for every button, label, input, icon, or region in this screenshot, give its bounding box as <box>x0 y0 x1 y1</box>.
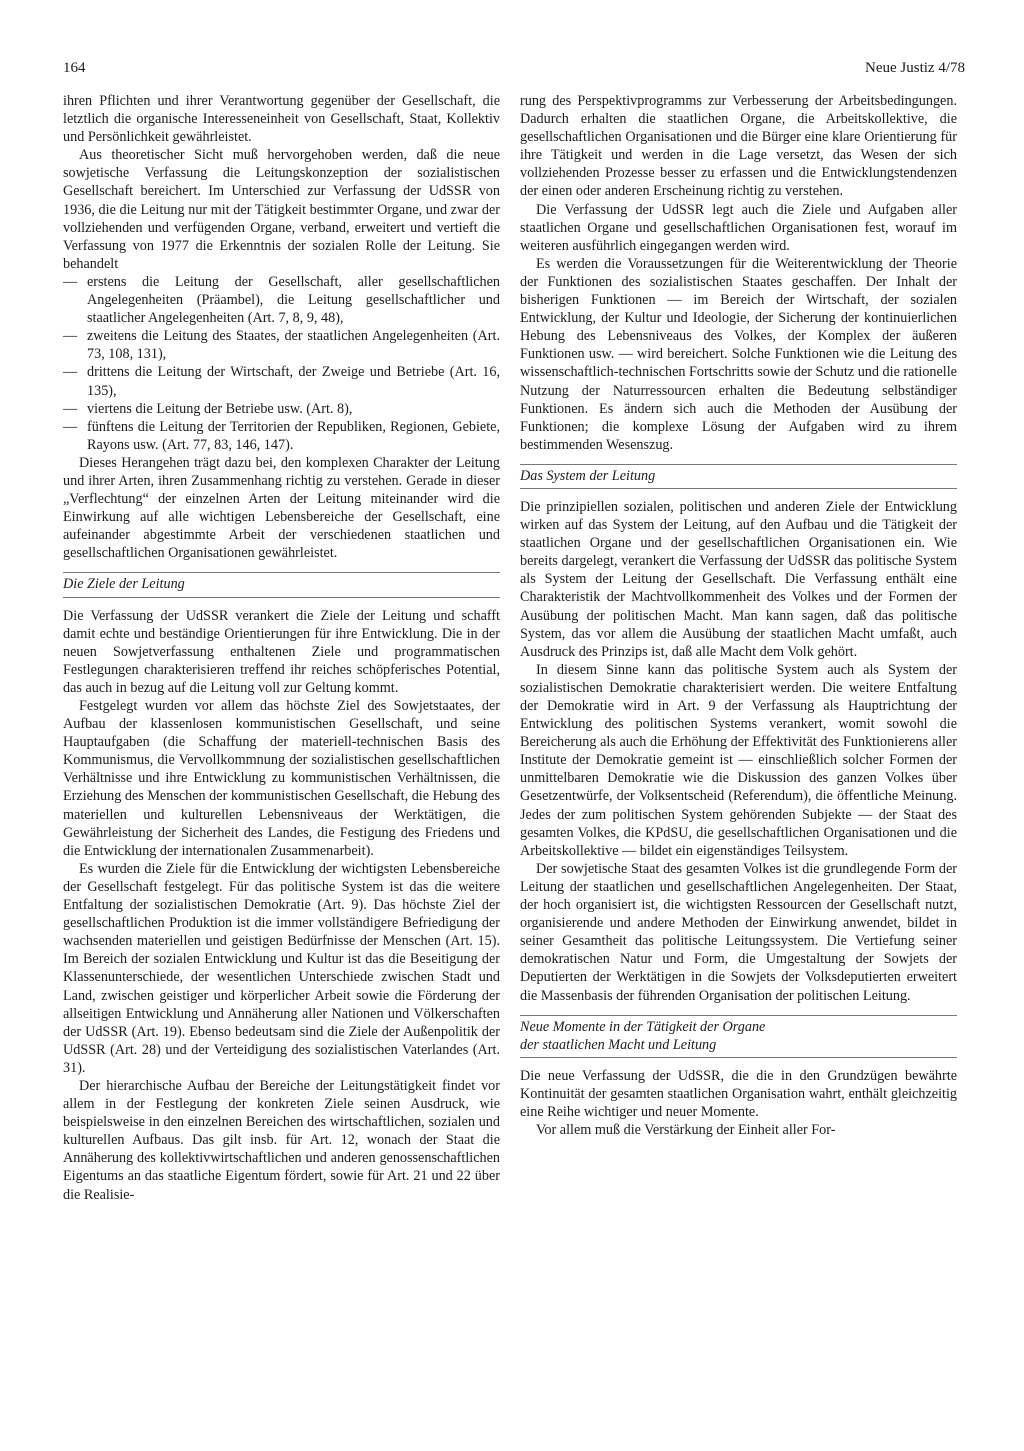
paragraph: Die Verfassung der UdSSR verankert die Ziele der Leitung und schafft damit echte und beständige Orientierungen für ihre Entwicklung. Die in der neuen Sowjetverfassung enthaltenen Ziele und programmatischen Festlegungen charakterisieren treffend ihr reiches schöpferisches Potential, das auch in bezug auf die Leitung voll zur Geltung kommt. <box>63 607 500 696</box>
section-heading <box>520 1015 957 1058</box>
paragraph: rung des Perspektivprogramms zur Verbesserung der Arbeitsbedingungen. Dadurch erhalten die staatlichen Organe, die Arbeitskollektive, die gesellschaftlichen Organisationen und die Bürger eine klare Orientierung für ihre Tätigkeit und werden in die Lage versetzt, das Wesen der sich vollziehenden Prozesse besser zu erfassen und die Entwicklungstendenzen der einen oder anderen Erscheinung richtig zu verstehen. <box>520 93 957 200</box>
paragraph: Es wurden die Ziele für die Entwicklung der wichtigsten Lebensbereiche der Gesellschaft festgelegt. Für das politische System ist das die weitere Entfaltung der sozialistischen Demokratie (Art. 9). Das höchste Ziel der gesellschaftlichen Produktion ist die immer vollständigere Befriedigung der wachsenden materiellen und geistigen Bedürfnisse der Menschen (Art. 15). Im Bereich der sozialen Entwicklung und Kultur ist das die Beseitigung der Klassenunterschiede, der wesentlichen Unterschiede zwischen Stadt und Land, zwischen geistiger und körperlicher Arbeit sowie die Förderung der allseitigen Entwicklung und Annäherung aller Nationen und Völkerschaften der UdSSR (Art. 19). Ebenso bedeutsam sind die Ziele der Außenpolitik der UdSSR (Art. 28) und der Verteidigung des sozialistischen Vaterlandes (Art. 31). <box>63 860 500 1076</box>
paragraph: Die neue Verfassung der UdSSR, die die in den Grundzügen bewährte Kontinuität der gesamten staatlichen Organisation wahrt, enthält gleichzeitig eine Reihe wichtiger und neuer Momente. <box>520 1067 957 1120</box>
section-heading-text: der staatlichen Macht und Leitung <box>520 1036 717 1053</box>
section-heading <box>520 464 957 489</box>
list-item-text: drittens die Leitung der Wirtschaft, der Zweige und Betriebe (Art. 16, 135), <box>87 364 500 399</box>
list-item-text: viertens die Leitung der Betriebe usw. (Art. 8), <box>87 400 353 417</box>
dash-bullet: — <box>63 273 78 290</box>
section-heading <box>63 572 500 597</box>
dash-bullet: — <box>63 328 78 345</box>
dash-bullet: — <box>63 418 78 435</box>
paragraph: Dieses Herangehen trägt dazu bei, den komplexen Charakter der Leitung und ihrer Arten, ihren Zusammenhang richtig zu verstehen. Gerade in dieser „Verflechtung“ der einzelnen Arten der Leitung miteinander wird die Einwirkung auf alle wichtigen Lebensbereiche der Gesellschaft, eine aufeinander abgestimmte Arbeit der verschiedenen staatlichen und gesellschaftlichen Organisationen gewährleistet. <box>63 454 500 562</box>
list-item <box>63 363 500 399</box>
paragraph: Vor allem muß die Verstärkung der Einheit aller For- <box>536 1122 836 1139</box>
list-item-text: erstens die Leitung der Gesellschaft, aller gesellschaftlichen Angelegenheiten (Präambel), die Leitung gesellschaftlicher und staatlicher Angelegenheiten (Art. 7, 8, 9, 48), <box>87 273 500 327</box>
page-header <box>63 60 965 82</box>
paragraph: Der sowjetische Staat des gesamten Volkes ist die grundlegende Form der Leitung der staatlichen und gesellschaftlichen Angelegenheiten. Der Staat, der hoch organisiert ist, die wichtigsten Ressourcen der Gesellschaft nutzt, organisierende und andere Methoden der Einwirkung anwendet, bildet in seiner Gesamtheit das politische Leitungssystem. Die Vertiefung seiner demokratischen Natur und Form, die Umgestaltung der Sowjets der Deputierten der Werktätigen in die Sowjets der Volksdeputierten erweitert die Massenbasis der führenden Organisation der politischen Leitung. <box>520 860 957 1004</box>
leitung-list <box>63 273 500 454</box>
paragraph: Die Verfassung der UdSSR legt auch die Ziele und Aufgaben aller staatlichen Organe und gesellschaftlichen Organisationen fest, worauf im weiteren ausführlich eingegangen werden wird. <box>520 201 957 254</box>
left-column <box>63 92 500 1204</box>
paragraph: Es werden die Voraussetzungen für die Weiterentwicklung der Theorie der Funktionen des sozialistischen Staates geschaffen. Der Inhalt der bisherigen Funktionen — im Bereich der Wirtschaft, der sozialen Entwicklung, der Kultur und Ideologie, der Sicherung der kontinuierlichen Hebung des Lebensniveaus des Volkes, der Komplex der äußeren Funktionen usw. — wird bereichert. Solche Funktionen wie die Leitung des wissenschaftlich-technischen Fortschritts sowie der Schutz und die rationelle Nutzung der Naturressourcen erhalten die Bedeutung selbständiger Funktionen. Es ändern sich auch die Methoden der Ausübung der Funktionen; die komplexe Lösung der Aufgaben wird zu ihrem bestimmenden Wesenszug. <box>520 255 957 453</box>
section-heading-text: Neue Momente in der Tätigkeit der Organe <box>520 1018 766 1035</box>
dash-bullet: — <box>63 400 78 417</box>
paragraph: Aus theoretischer Sicht muß hervorgehoben werden, daß die neue sowjetische Verfassung die Leitungskonzeption der sozialistischen Gesellschaft bereichert. Im Unterschied zur Verfassung der UdSSR von 1936, die die Leitung nur mit der Tätigkeit bestimmter Organe, und zwar der vollziehenden und verfügenden Organe, verband, erweitert und vertieft die Verfassung von 1977 die Erkenntnis der sozialen Rolle der Leitung. Sie behandelt <box>63 147 500 272</box>
section-heading-text: Das System der Leitung <box>520 467 656 484</box>
paragraph: Die prinzipiellen sozialen, politischen und anderen Ziele der Entwicklung wirken auf das System der Leitung, auf den Aufbau und die Tätigkeit der staatlichen Organe und der gesellschaftlichen Organisationen ein. Wie bereits dargelegt, verankert die Verfassung der UdSSR das politische System als System der Leitung der Gesellschaft. Die Verfassung enthält eine Charakteristik der Machtvollkommenheit des Volkes und der Formen der Ausübung der politischen Macht. Man kann sagen, daß das politische System, das vor allem die Ausübung der staatlichen Macht umfaßt, auch Ausdruck des Prinzips ist, daß alle Macht dem Volk gehört. <box>520 498 957 660</box>
right-column <box>520 92 957 1139</box>
paragraph: Der hierarchische Aufbau der Bereiche der Leitungstätigkeit findet vor allem in der Festlegung der konkreten Ziele seinen Ausdruck, wie beispielsweise in den einzelnen Bereichen des wirtschaftlichen, sozialen und kulturellen Aufbaus. Das gilt insb. für Art. 12, wonach der Staat die Annäherung des kollektivwirtschaftlichen und anderen genossenschaftlichen Eigentums an das staatliche Eigentum fördert, sowie für Art. 21 und 22 über die Realisie- <box>63 1077 500 1203</box>
page-number: 164 <box>63 60 86 76</box>
list-item <box>63 418 500 454</box>
list-item <box>63 273 500 327</box>
paragraph: Festgelegt wurden vor allem das höchste Ziel des Sowjetstaates, der Aufbau der klassenlosen kommunistischen Gesellschaft, und seine Hauptaufgaben (die Schaffung der materiell-technischen Basis des Kommunismus, die Vervollkommnung der sozialistischen gesellschaftlichen Verhältnisse und ihre Entwicklung zu kommunistischen Verhältnissen, die Erziehung des Menschen der kommunistischen Gesellschaft, die Hebung des materiellen und kulturellen Lebensniveaus der Werktätigen, die Gewährleistung der Sicherheit des Landes, die Festigung des Friedens und die Entwicklung der internationalen Zusammenarbeit). <box>63 698 500 859</box>
paragraph: In diesem Sinne kann das politische System auch als System der sozialistischen Demokratie charakterisiert werden. Die weitere Entfaltung der Demokratie wird in Art. 9 der Verfassung als Hauptrichtung der Entwicklung des politischen Systems verankert, womit sowohl die Bereicherung als auch die Erhöhung der Effektivität des Funktionierens aller Institute der Demokratie gemeint ist — einschließlich solcher Formen der unmittelbaren Demokratie wie die Diskussion des ganzen Volkes über Gesetzentwürfe, der Volksentscheid (Referendum), die öffentliche Meinung. Jedes der zum politischen System gehörenden Subjekte — der Staat des gesamten Volkes, die KPdSU, die gesellschaftlichen Organisationen und die Arbeitskollektive — bildet ein eigenständiges Teilsystem. <box>520 661 957 859</box>
list-item-text: fünftens die Leitung der Territorien der Republiken, Regionen, Gebiete, Rayons usw. (Art. 77, 83, 146, 147). <box>87 418 500 453</box>
list-item-text: zweitens die Leitung des Staates, der staatlichen Angelegenheiten (Art. 73, 108, 131), <box>87 328 500 363</box>
list-item <box>63 327 500 363</box>
journal-issue: Neue Justiz 4/78 <box>865 60 965 76</box>
list-item <box>63 400 500 418</box>
paragraph: ihren Pflichten und ihrer Verantwortung gegenüber der Gesellschaft, die letztlich die organische Interesseneinheit von Gesellschaft, Staat, Kollektiv und Persönlichkeit gewährleistet. <box>63 93 500 146</box>
section-heading-text: Die Ziele der Leitung <box>63 576 185 593</box>
dash-bullet: — <box>63 364 78 381</box>
